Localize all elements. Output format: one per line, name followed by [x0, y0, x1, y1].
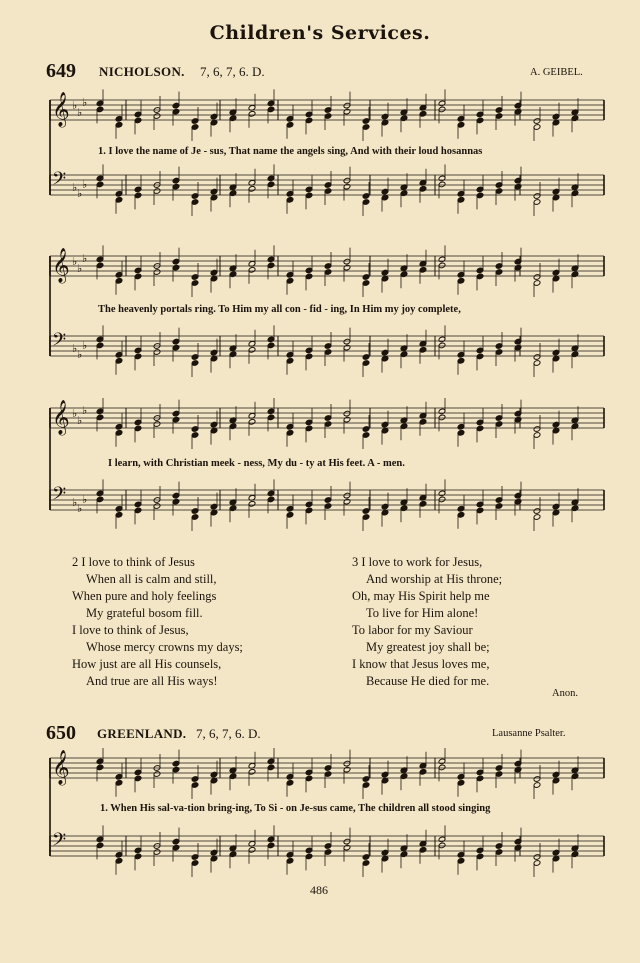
verse-line: How just are all His counsels, [72, 657, 222, 671]
flat-icon: ♭ [77, 502, 83, 515]
treble-clef-icon: 𝄞 [52, 400, 70, 435]
verse-line: I love to think of Jesus, [72, 623, 189, 637]
hymn-number: 650 [46, 722, 76, 744]
flat-icon: ♭ [77, 348, 83, 361]
flat-icon: ♭ [82, 404, 88, 417]
bass-clef-icon: 𝄢 [52, 169, 67, 194]
bass-clef-icon: 𝄢 [52, 330, 67, 355]
verse-line: 3 I love to work for Jesus, [352, 555, 483, 569]
verse-line: My greatest joy shall be; [366, 640, 490, 654]
flat-icon: ♭ [77, 106, 83, 119]
verse-line: I know that Jesus loves me, [352, 657, 490, 671]
page-header: Children's Services. [209, 22, 431, 44]
verse-line: Oh, may His Spirit help me [352, 589, 490, 603]
lyric-line: 1. I love the name of Je - sus, That name the angels sing, And with their loud hosannas [98, 146, 483, 157]
meter: 7, 6, 7, 6. D. [200, 64, 265, 79]
music-system [0, 88, 640, 228]
flat-icon: ♭ [77, 262, 83, 275]
flat-icon: ♭ [82, 493, 88, 506]
flat-icon: ♭ [82, 339, 88, 352]
composer: A. GEIBEL. [530, 67, 583, 78]
tune-name: NICHOLSON. [99, 64, 185, 79]
verse-3 [352, 554, 502, 690]
verse-line: 2 I love to think of Jesus [72, 555, 195, 569]
verse-line: Because He died for me. [366, 674, 490, 688]
flat-icon: ♭ [72, 181, 78, 194]
bass-clef-icon: 𝄢 [52, 830, 67, 855]
flat-icon: ♭ [72, 99, 78, 112]
lyric-line: I learn, with Christian meek - ness, My du - ty at His feet. A - men. [108, 458, 405, 469]
meter: 7, 6, 7, 6. D. [196, 726, 261, 741]
treble-clef-icon: 𝄞 [52, 248, 70, 283]
verse-line: Whose mercy crowns my days; [86, 640, 243, 654]
verse-line: When all is calm and still, [86, 572, 217, 586]
verse-line: When pure and holy feelings [72, 589, 217, 603]
verse-line: My grateful bosom fill. [86, 606, 203, 620]
flat-icon: ♭ [82, 178, 88, 191]
verse-line: To labor for my Saviour [352, 623, 473, 637]
treble-clef-icon: 𝄞 [52, 92, 70, 127]
flat-icon: ♭ [77, 414, 83, 427]
lyric-line: The heavenly portals ring. To Him my all con - fid - ing, In Him my joy complete, [98, 304, 461, 315]
lyric-line: 1. When His sal-va-tion bring-ing, To Si - on Je-sus came, The children all stood singing [100, 803, 491, 814]
hymn-number: 649 [46, 60, 76, 82]
flat-icon: ♭ [72, 342, 78, 355]
composer: Lausanne Psalter. [492, 728, 566, 739]
flat-icon: ♭ [82, 252, 88, 265]
flat-icon: ♭ [72, 496, 78, 509]
page-number: 486 [310, 883, 328, 897]
verse-line: To live for Him alone! [366, 606, 479, 620]
tune-name: GREENLAND. [97, 726, 187, 741]
verse-2 [72, 554, 243, 690]
attribution: Anon. [552, 688, 578, 699]
flat-icon: ♭ [82, 96, 88, 109]
verse-line: And worship at His throne; [366, 572, 503, 586]
bass-clef-icon: 𝄢 [52, 484, 67, 509]
treble-clef-icon: 𝄞 [52, 750, 70, 785]
flat-icon: ♭ [72, 255, 78, 268]
flat-icon: ♭ [77, 187, 83, 200]
flat-icon: ♭ [72, 407, 78, 420]
verse-line: And true are all His ways! [86, 674, 218, 688]
